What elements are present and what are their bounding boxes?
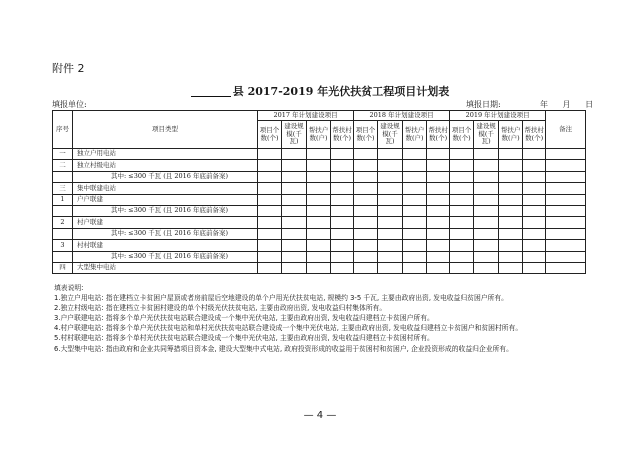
row-data-cell[interactable] (427, 194, 450, 205)
row-data-cell[interactable] (427, 149, 450, 160)
header-2019-project-count: 项目个数(个) (450, 121, 474, 149)
row-data-cell[interactable] (307, 262, 331, 273)
row-data-cell[interactable] (378, 160, 403, 171)
row-data-cell[interactable] (523, 217, 546, 228)
header-seq: 序号 (53, 111, 73, 149)
row-data-cell[interactable] (282, 251, 307, 262)
row-data-cell[interactable] (258, 251, 282, 262)
row-data-cell[interactable] (354, 149, 378, 160)
row-data-cell[interactable] (307, 160, 331, 171)
row-data-cell[interactable] (427, 262, 450, 273)
table-row (53, 160, 586, 171)
row-data-cell[interactable] (378, 240, 403, 251)
row-data-cell[interactable] (523, 205, 546, 216)
row-data-cell[interactable] (427, 171, 450, 182)
row-data-cell[interactable] (450, 228, 474, 239)
row-data-cell[interactable] (378, 149, 403, 160)
row-project-type: 其中: ≤300 千瓦 (且 2016 年底前备案) (73, 205, 258, 216)
row-data-cell[interactable] (258, 228, 282, 239)
row-data-cell[interactable] (331, 149, 354, 160)
row-data-cell[interactable] (403, 183, 427, 194)
row-data-cell[interactable] (354, 160, 378, 171)
row-data-cell[interactable] (499, 240, 523, 251)
row-data-cell[interactable] (499, 251, 523, 262)
row-data-cell[interactable] (499, 205, 523, 216)
row-data-cell[interactable] (474, 262, 499, 273)
row-data-cell[interactable] (403, 205, 427, 216)
row-data-cell[interactable] (474, 217, 499, 228)
row-data-cell[interactable] (331, 262, 354, 273)
row-data-cell[interactable] (403, 251, 427, 262)
row-data-cell[interactable] (378, 171, 403, 182)
row-data-cell[interactable] (523, 228, 546, 239)
county-name-blank[interactable] (191, 96, 231, 97)
row-data-cell[interactable] (378, 262, 403, 273)
row-data-cell[interactable] (450, 205, 474, 216)
row-data-cell[interactable] (378, 183, 403, 194)
day-unit: 日 (585, 100, 594, 109)
row-remark-cell[interactable] (546, 194, 586, 205)
date-units (540, 99, 593, 110)
header-2017-households: 帮扶户数(户) (307, 121, 331, 149)
row-data-cell[interactable] (354, 205, 378, 216)
attachment-label: 附件 2 (52, 62, 85, 75)
table-row (53, 194, 586, 205)
header-2017-scale: 建设规模(千瓦) (282, 121, 307, 149)
row-data-cell[interactable] (474, 228, 499, 239)
row-data-cell[interactable] (523, 262, 546, 273)
row-remark-cell[interactable] (546, 205, 586, 216)
row-data-cell[interactable] (258, 217, 282, 228)
row-data-cell[interactable] (474, 205, 499, 216)
row-project-type: 村村联建 (73, 240, 258, 251)
row-data-cell[interactable] (307, 240, 331, 251)
header-2017-project-count: 项目个数(个) (258, 121, 282, 149)
row-project-type: 大型集中电站 (73, 262, 258, 273)
project-plan-table (52, 110, 586, 274)
row-data-cell[interactable] (403, 160, 427, 171)
header-remark: 备注 (546, 111, 586, 149)
header-2018-villages: 帮扶村数(个) (427, 121, 450, 149)
row-remark-cell[interactable] (546, 171, 586, 182)
row-data-cell[interactable] (307, 171, 331, 182)
row-data-cell[interactable] (354, 217, 378, 228)
row-data-cell[interactable] (378, 194, 403, 205)
row-data-cell[interactable] (307, 228, 331, 239)
row-data-cell[interactable] (523, 240, 546, 251)
row-remark-cell[interactable] (546, 240, 586, 251)
row-seq (53, 171, 73, 182)
row-data-cell[interactable] (307, 194, 331, 205)
row-data-cell[interactable] (354, 240, 378, 251)
header-2019-villages: 帮扶村数(个) (523, 121, 546, 149)
row-data-cell[interactable] (523, 183, 546, 194)
header-2019-scale: 建设规模(千瓦) (474, 121, 499, 149)
row-data-cell[interactable] (450, 160, 474, 171)
row-data-cell[interactable] (282, 171, 307, 182)
row-data-cell[interactable] (282, 240, 307, 251)
row-data-cell[interactable] (282, 183, 307, 194)
row-data-cell[interactable] (427, 183, 450, 194)
row-data-cell[interactable] (331, 240, 354, 251)
row-data-cell[interactable] (282, 160, 307, 171)
row-data-cell[interactable] (307, 217, 331, 228)
row-data-cell[interactable] (474, 240, 499, 251)
row-data-cell[interactable] (258, 149, 282, 160)
row-data-cell[interactable] (403, 262, 427, 273)
month-unit: 月 (562, 100, 571, 109)
table-row (53, 251, 586, 262)
table-row (53, 205, 586, 216)
row-remark-cell[interactable] (546, 262, 586, 273)
row-data-cell[interactable] (403, 217, 427, 228)
row-data-cell[interactable] (307, 183, 331, 194)
header-year-2017: 2017 年计划建设项目 (258, 111, 354, 121)
row-data-cell[interactable] (450, 262, 474, 273)
row-seq: 二 (53, 160, 73, 171)
row-project-type: 户户联建 (73, 194, 258, 205)
instructions-heading: 填表说明: (54, 284, 84, 292)
row-data-cell[interactable] (450, 171, 474, 182)
row-data-cell[interactable] (499, 160, 523, 171)
row-data-cell[interactable] (523, 251, 546, 262)
row-data-cell[interactable] (282, 228, 307, 239)
header-year-2018: 2018 年计划建设项目 (354, 111, 450, 121)
table-row (53, 228, 586, 239)
row-remark-cell[interactable] (546, 251, 586, 262)
row-data-cell[interactable] (354, 262, 378, 273)
row-data-cell[interactable] (354, 251, 378, 262)
row-data-cell[interactable] (378, 228, 403, 239)
year-unit: 年 (540, 100, 548, 109)
row-data-cell[interactable] (523, 149, 546, 160)
row-remark-cell[interactable] (546, 160, 586, 171)
row-data-cell[interactable] (354, 194, 378, 205)
row-data-cell[interactable] (474, 171, 499, 182)
row-data-cell[interactable] (258, 183, 282, 194)
row-data-cell[interactable] (282, 194, 307, 205)
row-data-cell[interactable] (354, 228, 378, 239)
row-seq (53, 251, 73, 262)
row-project-type: 集中联建电站 (73, 183, 258, 194)
table-row (53, 217, 586, 228)
row-data-cell[interactable] (307, 149, 331, 160)
row-data-cell[interactable] (354, 183, 378, 194)
row-project-type: 村户联建 (73, 217, 258, 228)
row-seq: 三 (53, 183, 73, 194)
row-data-cell[interactable] (331, 217, 354, 228)
instruction-line: 4.村户联建电站: 指将多个单户光伏扶贫电站和单村光伏扶贫电站联合建设成一个集中光伏电站, 主要由政府出资, 发电收益归建档立卡贫困户和贫困村所有。 (54, 324, 523, 333)
row-data-cell[interactable] (450, 251, 474, 262)
header-2018-scale: 建设规模(千瓦) (378, 121, 403, 149)
row-data-cell[interactable] (450, 240, 474, 251)
row-data-cell[interactable] (282, 217, 307, 228)
row-data-cell[interactable] (258, 240, 282, 251)
row-data-cell[interactable] (450, 194, 474, 205)
row-data-cell[interactable] (523, 194, 546, 205)
row-data-cell[interactable] (523, 171, 546, 182)
row-data-cell[interactable] (403, 149, 427, 160)
row-data-cell[interactable] (499, 171, 523, 182)
row-data-cell[interactable] (403, 228, 427, 239)
row-data-cell[interactable] (258, 160, 282, 171)
row-data-cell[interactable] (427, 251, 450, 262)
row-data-cell[interactable] (331, 205, 354, 216)
row-data-cell[interactable] (474, 194, 499, 205)
row-data-cell[interactable] (499, 183, 523, 194)
row-project-type: 独立村级电站 (73, 160, 258, 171)
instruction-line: 5.村村联建电站: 指将多个单村光伏扶贫电站联合建设成一个集中光伏电站, 主要由政府出资, 发电收益归建档立卡贫困村所有。 (54, 334, 434, 343)
row-data-cell[interactable] (499, 217, 523, 228)
header-2019-households: 帮扶户数(户) (499, 121, 523, 149)
row-data-cell[interactable] (450, 149, 474, 160)
row-data-cell[interactable] (427, 205, 450, 216)
fill-date-label: 填报日期: (466, 100, 501, 109)
row-data-cell[interactable] (499, 194, 523, 205)
row-data-cell[interactable] (331, 160, 354, 171)
row-data-cell[interactable] (354, 171, 378, 182)
row-data-cell[interactable] (474, 183, 499, 194)
row-data-cell[interactable] (427, 240, 450, 251)
row-data-cell[interactable] (378, 205, 403, 216)
row-seq: 一 (53, 149, 73, 160)
header-project-type: 项目类型 (73, 111, 258, 149)
row-project-type: 独立户用电站 (73, 149, 258, 160)
row-remark-cell[interactable] (546, 217, 586, 228)
row-seq (53, 205, 73, 216)
fill-unit-label: 填报单位: (52, 100, 87, 109)
header-year-2019: 2019 年计划建设项目 (450, 111, 546, 121)
row-data-cell[interactable] (331, 251, 354, 262)
row-project-type: 其中: ≤300 千瓦 (且 2016 年底前备案) (73, 251, 258, 262)
table-row (53, 262, 586, 273)
row-data-cell[interactable] (403, 240, 427, 251)
row-project-type: 其中: ≤300 千瓦 (且 2016 年底前备案) (73, 171, 258, 182)
row-data-cell[interactable] (403, 171, 427, 182)
page-number: — 4 — (303, 410, 337, 421)
table-row (53, 171, 586, 182)
row-data-cell[interactable] (258, 205, 282, 216)
row-data-cell[interactable] (258, 171, 282, 182)
row-seq: 2 (53, 217, 73, 228)
table-row (53, 149, 586, 160)
row-data-cell[interactable] (450, 217, 474, 228)
row-remark-cell[interactable] (546, 183, 586, 194)
header-2018-households: 帮扶户数(户) (403, 121, 427, 149)
row-seq (53, 228, 73, 239)
row-data-cell[interactable] (427, 160, 450, 171)
row-data-cell[interactable] (331, 171, 354, 182)
row-data-cell[interactable] (378, 217, 403, 228)
row-data-cell[interactable] (450, 183, 474, 194)
row-data-cell[interactable] (282, 262, 307, 273)
row-data-cell[interactable] (474, 251, 499, 262)
row-data-cell[interactable] (499, 228, 523, 239)
instruction-line: 1.独立户用电站: 指在建档立卡贫困户屋顶或者房前屋后空地建设的单个户用光伏扶贫电站, 规模约 3-5 千瓦, 主要由政府出资, 发电收益归贫困户所有。 (54, 294, 508, 303)
row-data-cell[interactable] (307, 251, 331, 262)
row-seq: 1 (53, 194, 73, 205)
row-remark-cell[interactable] (546, 228, 586, 239)
table-row (53, 240, 586, 251)
row-data-cell[interactable] (474, 160, 499, 171)
row-data-cell[interactable] (282, 149, 307, 160)
document-title (0, 83, 640, 99)
row-seq: 四 (53, 262, 73, 273)
row-data-cell[interactable] (378, 251, 403, 262)
instruction-line: 2.独立村级电站: 指在建档立卡贫困村建设的单个村级光伏扶贫电站, 主要由政府出资, 发电收益归村集体所有。 (54, 304, 387, 313)
row-data-cell[interactable] (474, 149, 499, 160)
row-data-cell[interactable] (427, 217, 450, 228)
row-project-type: 其中: ≤300 千瓦 (且 2016 年底前备案) (73, 228, 258, 239)
row-data-cell[interactable] (499, 149, 523, 160)
row-data-cell[interactable] (523, 160, 546, 171)
row-data-cell[interactable] (331, 183, 354, 194)
row-data-cell[interactable] (282, 205, 307, 216)
row-data-cell[interactable] (307, 205, 331, 216)
header-2018-project-count: 项目个数(个) (354, 121, 378, 149)
row-seq: 3 (53, 240, 73, 251)
row-data-cell[interactable] (331, 194, 354, 205)
row-data-cell[interactable] (427, 228, 450, 239)
document-title-text: 县 2017-2019 年光伏扶贫工程项目计划表 (232, 85, 450, 98)
row-data-cell[interactable] (403, 194, 427, 205)
table-row (53, 183, 586, 194)
row-data-cell[interactable] (258, 194, 282, 205)
row-data-cell[interactable] (258, 262, 282, 273)
instruction-line: 3.户户联建电站: 指将多个单户光伏扶贫电站联合建设成一个集中光伏电站, 主要由政府出资, 发电收益归建档立卡贫困户所有。 (54, 314, 434, 323)
row-data-cell[interactable] (499, 262, 523, 273)
filling-instructions (54, 283, 590, 354)
header-2017-villages: 帮扶村数(个) (331, 121, 354, 149)
instruction-line: 6.大型集中电站: 指由政府和企业共同筹措项目资本金, 建设大型集中式电站, 政府投资形成的收益用于贫困村和贫困户, 企业投资形成的收益归企业所有。 (54, 344, 513, 353)
row-data-cell[interactable] (331, 228, 354, 239)
row-remark-cell[interactable] (546, 149, 586, 160)
